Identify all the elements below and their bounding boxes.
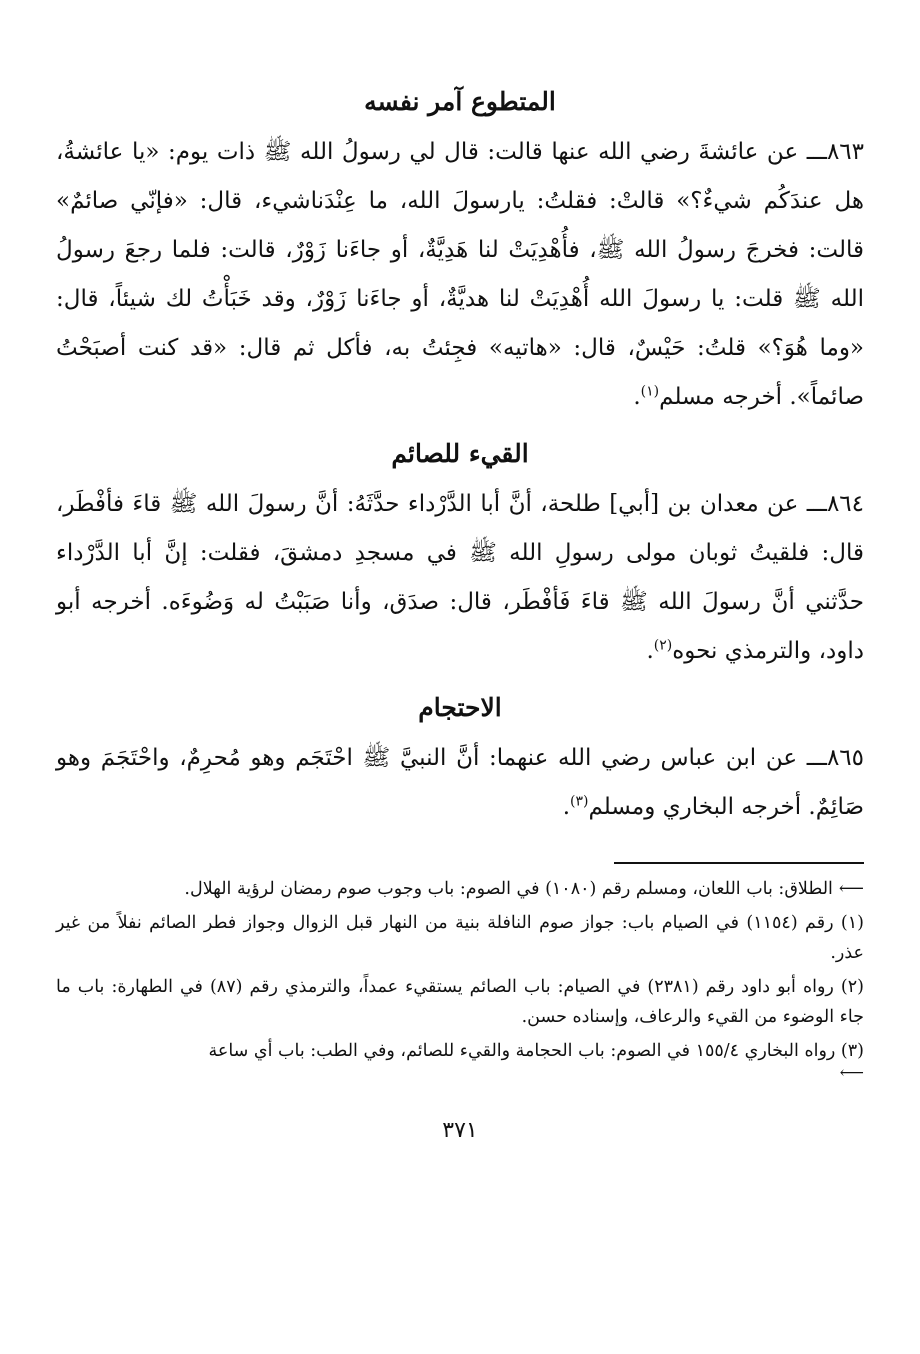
footnote-1: (١) رقم (١١٥٤) في الصيام باب: جواز صوم النافلة بنية من النهار قبل الزوال وجواز فطر الصائم نفلاً من غير عذر. — [56, 913, 864, 963]
hadith-864-text: ٨٦٤ـــ عن معدان بن [أبي] طلحة، أنَّ أبا الدَّرْداء حدَّثَهُ: أنَّ رسولَ الله ﷺ قاءَ فأفْطَر، قال: فلقيتُ ثوبان مولى رسولِ الله ﷺ في مسجدِ دمشقَ، فقلت: إنَّ أبا الدَّرْداء حدَّثني أنَّ رسولَ الله ﷺ قاءَ فَأفْطَر، قال: صدَق، وأنا صَبَبْتُ له وَضُوءَه. أخرجه أبو داود، والترمذي نحوه — [56, 491, 864, 664]
footnote-ref-2: (٢) — [653, 637, 673, 654]
section-heading-cupping: الاحتجام — [418, 693, 502, 722]
footnote-3-text: (٣) رواه البخاري ١٥٥/٤ في الصوم: باب الحجامة والقيء للصائم، وفي الطب: باب أي ساعة — [208, 1041, 864, 1061]
continued-arrow-icon: ⟵ — [839, 1063, 864, 1083]
hadith-865-text: ٨٦٥ـــ عن ابن عباس رضي الله عنهما: أنَّ النبيَّ ﷺ احْتَجَم وهو مُحرِمٌ، واحْتَجَمَ وهو صَائِمٌ. أخرجه البخاري ومسلم — [56, 745, 864, 820]
hadith-863: ٨٦٣ـــ عن عائشةَ رضي الله عنها قالت: قال لي رسولُ الله ﷺ ذات يوم: «يا عائشةُ، هل عندَكُم شيءٌ؟» قالتْ: فقلتُ: يارسولَ الله، ما عِنْدَناشيء، قال: «فإنّي صائمٌ» قالت: فخرجَ رسولُ الله ﷺ، فأُهْدِيَتْ لنا هَدِيَّةٌ، أو جاءَنا زَوْرٌ، قالت: فلما رجعَ رسولُ الله ﷺ قلت: يا رسولَ الله أُهْدِيَتْ لنا هديَّةٌ، أو جاءَنا زَوْرٌ، وقد خَبَأْتُ لك شيئاً، قال: «وما هُوَ؟» قلتُ: حَيْسٌ، قال: «هاتيه» فجِئتُ به، فأكل ثم قال: «قد كنت أصبَحْتُ صائماً». أخرجه مسلم$^{(١)}$. — [56, 139, 864, 410]
footnote-continuation — [56, 874, 864, 904]
section-heading-vomiting: القيء للصائم — [391, 439, 529, 468]
footnote-ref-1: (١) — [640, 383, 660, 400]
footnote-2: (٢) رواه أبو داود رقم (٢٣٨١) في الصيام: باب الصائم يستقيء عمداً، والترمذي رقم (٨٧) في الطهارة: باب ما جاء الوضوء من القيء والرعاف، وإسناده حسن. — [56, 977, 864, 1027]
footnote-divider — [614, 862, 864, 864]
hadith-865: ٨٦٥ـــ عن ابن عباس رضي الله عنهما: أنَّ النبيَّ ﷺ احْتَجَم وهو مُحرِمٌ، واحْتَجَمَ وهو صَائِمٌ. أخرجه البخاري ومسلم$^{(٣)}$. — [56, 745, 864, 820]
section-heading-voluntary-faster: المتطوع آمر نفسه — [364, 87, 556, 116]
footnote-3 — [56, 1036, 864, 1088]
footnote-ref-3: (٣) — [570, 793, 589, 810]
page-number: ٣٧١ — [442, 1118, 478, 1143]
hadith-863-text: ٨٦٣ـــ عن عائشةَ رضي الله عنها قالت: قال لي رسولُ الله ﷺ ذات يوم: «يا عائشةُ، هل عندَكُم شيءٌ؟» قالتْ: فقلتُ: يارسولَ الله، ما عِنْدَناشيء، قال: «فإنّي صائمٌ» قالت: فخرجَ رسولُ الله ﷺ، فأُهْدِيَتْ لنا هَدِيَّةٌ، أو جاءَنا زَوْرٌ، قالت: فلما رجعَ رسولُ الله ﷺ قلت: يا رسولَ الله أُهْدِيَتْ لنا هديَّةٌ، أو جاءَنا زَوْرٌ، وقد خَبَأْتُ لك شيئاً، قال: «وما هُوَ؟» قلتُ: حَيْسٌ، قال: «هاتيه» فجِئتُ به، فأكل ثم قال: «قد كنت أصبَحْتُ صائماً». أخرجه مسلم — [56, 139, 864, 410]
hadith-864: ٨٦٤ـــ عن معدان بن [أبي] طلحة، أنَّ أبا الدَّرْداء حدَّثَهُ: أنَّ رسولَ الله ﷺ قاءَ فأفْطَر، قال: فلقيتُ ثوبان مولى رسولِ الله ﷺ في مسجدِ دمشقَ، فقلت: إنَّ أبا الدَّرْداء حدَّثني أنَّ رسولَ الله ﷺ قاءَ فَأفْطَر، قال: صدَق، وأنا صَبَبْتُ له وَضُوءَه. أخرجه أبو داود، والترمذي نحوه$^{(٢)}$. — [56, 491, 864, 664]
continuation-arrow-icon: ⟵ — [838, 879, 864, 899]
footnote-continuation-text: الطلاق: باب اللعان، ومسلم رقم (١٠٨٠) في الصوم: باب وجوب صوم رمضان لرؤية الهلال. — [184, 879, 833, 899]
